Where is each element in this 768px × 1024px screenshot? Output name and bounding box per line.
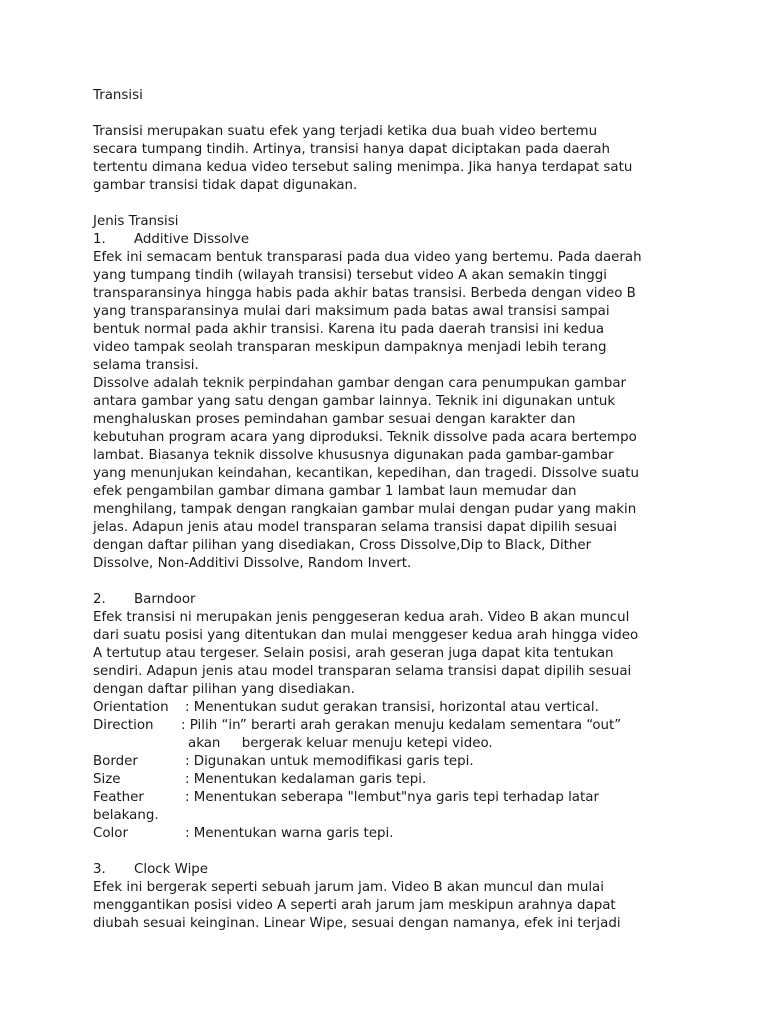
property-description: : Menentukan warna garis tepi. [185,826,394,841]
paragraph-line: Efek transisi ni merupakan jenis penggeseran kedua arah. Video B akan muncul [93,610,630,625]
paragraph-line: kebutuhan program acara yang diproduksi. Teknik dissolve pada acara bertempo [93,430,637,445]
property-row [93,717,693,735]
paragraph-line: video tampak seolah transparan meskipun dampaknya menjadi lebih terang [93,340,607,355]
paragraph-line: Dissolve, Non-Additivi Dissolve, Random Invert. [93,556,412,571]
blank-line [93,573,693,591]
property-description: : Digunakan untuk memodifikasi garis tepi. [185,754,474,769]
paragraph-line: efek pengambilan gambar dimana gambar 1 lambat laun memudar dan [93,484,577,499]
property-description: : Pilih “in” berarti arah gerakan menuju kedalam sementara “out” [181,718,622,733]
paragraph-line: diubah sesuai keinginan. Linear Wipe, sesuai dengan namanya, efek ini terjadi [93,916,621,931]
property-term: Feather [93,790,144,805]
paragraph-line: A tertutup atau tergeser. Selain posisi, arah geseran juga dapat kita tentukan [93,646,614,661]
blank-line [93,105,693,123]
property-term: Orientation [93,700,169,715]
document-title: Transisi [93,88,143,103]
property-row [93,699,693,717]
intro-line: tertentu dimana kedua video tersebut saling menimpa. Jika hanya terdapat satu [93,160,633,175]
property-description: : Menentukan kedalaman garis tepi. [185,772,427,787]
paragraph-line: antara gambar yang satu dengan gambar lainnya. Teknik ini digunakan untuk [93,394,616,409]
list-item-number: 3. [93,862,106,877]
intro-line: gambar transisi tidak dapat digunakan. [93,178,358,193]
list-item-title: Additive Dissolve [134,232,250,247]
intro-line: Transisi merupakan suatu efek yang terjadi ketika dua buah video bertemu [93,124,598,139]
paragraph-line: selama transisi. [93,358,199,373]
paragraph-line: transparansinya hingga habis pada akhir batas transisi. Berbeda dengan video B [93,286,636,301]
blank-line [93,195,693,213]
section-heading: Jenis Transisi [93,214,179,229]
property-term: Color [93,826,128,841]
paragraph-line: yang tumpang tindih (wilayah transisi) tersebut video A akan semakin tinggi [93,268,608,283]
property-term: Border [93,754,138,769]
paragraph-line: dengan daftar pilihan yang disediakan. [93,682,355,697]
document-page [93,87,693,933]
list-item-heading [93,231,693,249]
paragraph-line: Efek ini semacam bentuk transparasi pada dua video yang bertemu. Pada daerah [93,250,642,265]
paragraph-line: jelas. Adapun jenis atau model transparan selama transisi dapat dipilih sesuai [93,520,617,535]
list-item-number: 1. [93,232,106,247]
paragraph-line: yang transparansinya mulai dari maksimum pada batas awal transisi sampai [93,304,610,319]
paragraph-line: Dissolve adalah teknik perpindahan gambar dengan cara penumpukan gambar [93,376,627,391]
paragraph-line: bentuk normal pada akhir transisi. Karena itu pada daerah transisi ini kedua [93,322,605,337]
blank-line [93,843,693,861]
intro-line: secara tumpang tindih. Artinya, transisi hanya dapat diciptakan pada daerah [93,142,611,157]
paragraph-line: menghilang, tampak dengan rangkaian gambar mulai dengan pudar yang makin [93,502,637,517]
paragraph-line: lambat. Biasanya teknik dissolve khususnya digunakan pada gambar-gambar [93,448,614,463]
paragraph-line: yang menunjukan keindahan, kecantikan, kepedihan, dan tragedi. Dissolve suatu [93,466,639,481]
paragraph-line: dari suatu posisi yang ditentukan dan mulai menggeser kedua arah hingga video [93,628,639,643]
paragraph-line: Efek ini bergerak seperti sebuah jarum jam. Video B akan muncul dan mulai [93,880,604,895]
property-row [93,771,693,789]
list-item-heading [93,861,693,879]
property-description: : Menentukan sudut gerakan transisi, horizontal atau vertical. [185,700,599,715]
property-description: : Menentukan seberapa "lembut"nya garis tepi terhadap latar [185,790,599,805]
list-item-number: 2. [93,592,106,607]
property-row [93,789,693,807]
paragraph-line: menggantikan posisi video A seperti arah jarum jam meskipun arahnya dapat [93,898,616,913]
list-item-title: Clock Wipe [134,862,209,877]
property-term: Direction [93,718,154,733]
paragraph-line: sendiri. Adapun jenis atau model transparan selama transisi dapat dipilih sesuai [93,664,632,679]
property-row [93,825,693,843]
property-description-continued: belakang. [93,808,159,823]
paragraph-line: dengan daftar pilihan yang disediakan, Cross Dissolve,Dip to Black, Dither [93,538,592,553]
paragraph-line: menghaluskan proses pemindahan gambar sesuai dengan karakter dan [93,412,576,427]
list-item-title: Barndoor [134,592,196,607]
property-term: Size [93,772,121,787]
property-row [93,753,693,771]
list-item-heading [93,591,693,609]
property-description-continued: akan bergerak keluar menuju ketepi video. [188,736,493,751]
